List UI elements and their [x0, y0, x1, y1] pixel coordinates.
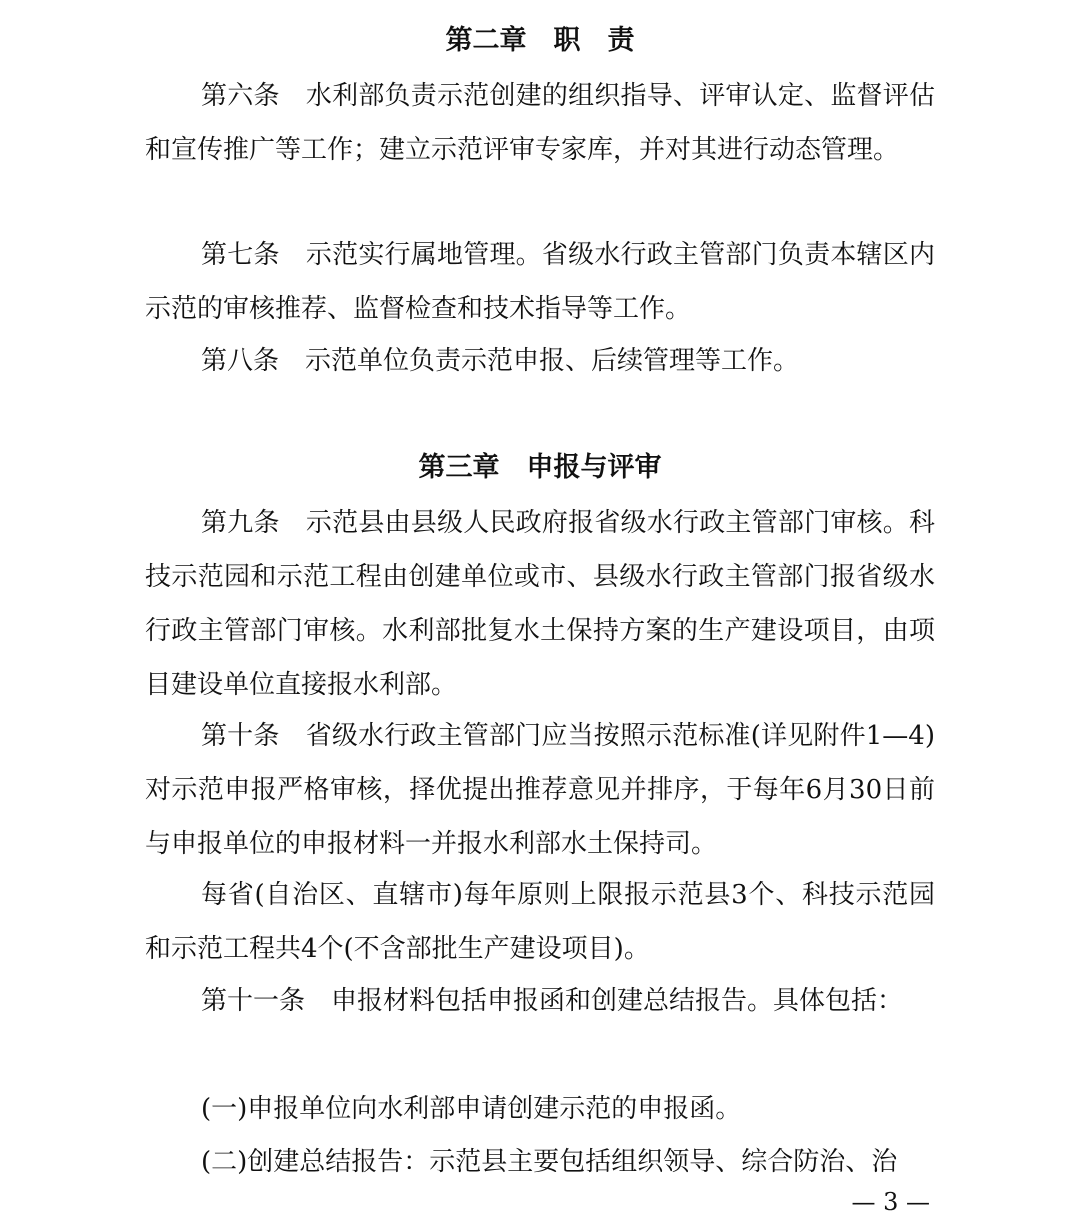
article-8-paragraph: 第八条 示范单位负责示范申报、后续管理等工作。 [201, 346, 800, 376]
chapter-three-heading: 第三章 申报与评审 [418, 452, 662, 483]
article-6-paragraph: 第六条 水利部负责示范创建的组织指导、评审认定、监督评估和宣传推广等工作；建立示范评审专家库，并对其进行动态管理。 [145, 81, 935, 165]
item-one-paragraph: (一)申报单位向水利部申请创建示范的申报函。 [201, 1094, 742, 1124]
page-number: — 3 — [851, 1188, 930, 1216]
article-9-paragraph: 第九条 示范县由县级人民政府报省级水行政主管部门审核。科技示范园和示范工程由创建单位或市、县级水行政主管部门报省级水行政主管部门审核。水利部批复水土保持方案的生产建设项目，由项目建设单位直接报水利部。 [145, 508, 935, 700]
item-two-paragraph: (二)创建总结报告：示范县主要包括组织领导、综合防治、治 [201, 1147, 898, 1177]
article-11-paragraph: 第十一条 申报材料包括申报函和创建总结报告。具体包括： [201, 986, 904, 1016]
article-7-paragraph: 第七条 示范实行属地管理。省级水行政主管部门负责本辖区内示范的审核推荐、监督检查和技术指导等工作。 [145, 240, 935, 324]
chapter-two-heading: 第二章 职 责 [445, 25, 635, 56]
article-10-paragraph: 第十条 省级水行政主管部门应当按照示范标准(详见附件1—4)对示范申报严格审核，择优提出推荐意见并排序，于每年6月30日前与申报单位的申报材料一并报水利部水土保持司。 [145, 721, 935, 859]
province-quota-paragraph: 每省(自治区、直辖市)每年原则上限报示范县3个、科技示范园和示范工程共4个(不含部批生产建设项目)。 [145, 880, 935, 964]
